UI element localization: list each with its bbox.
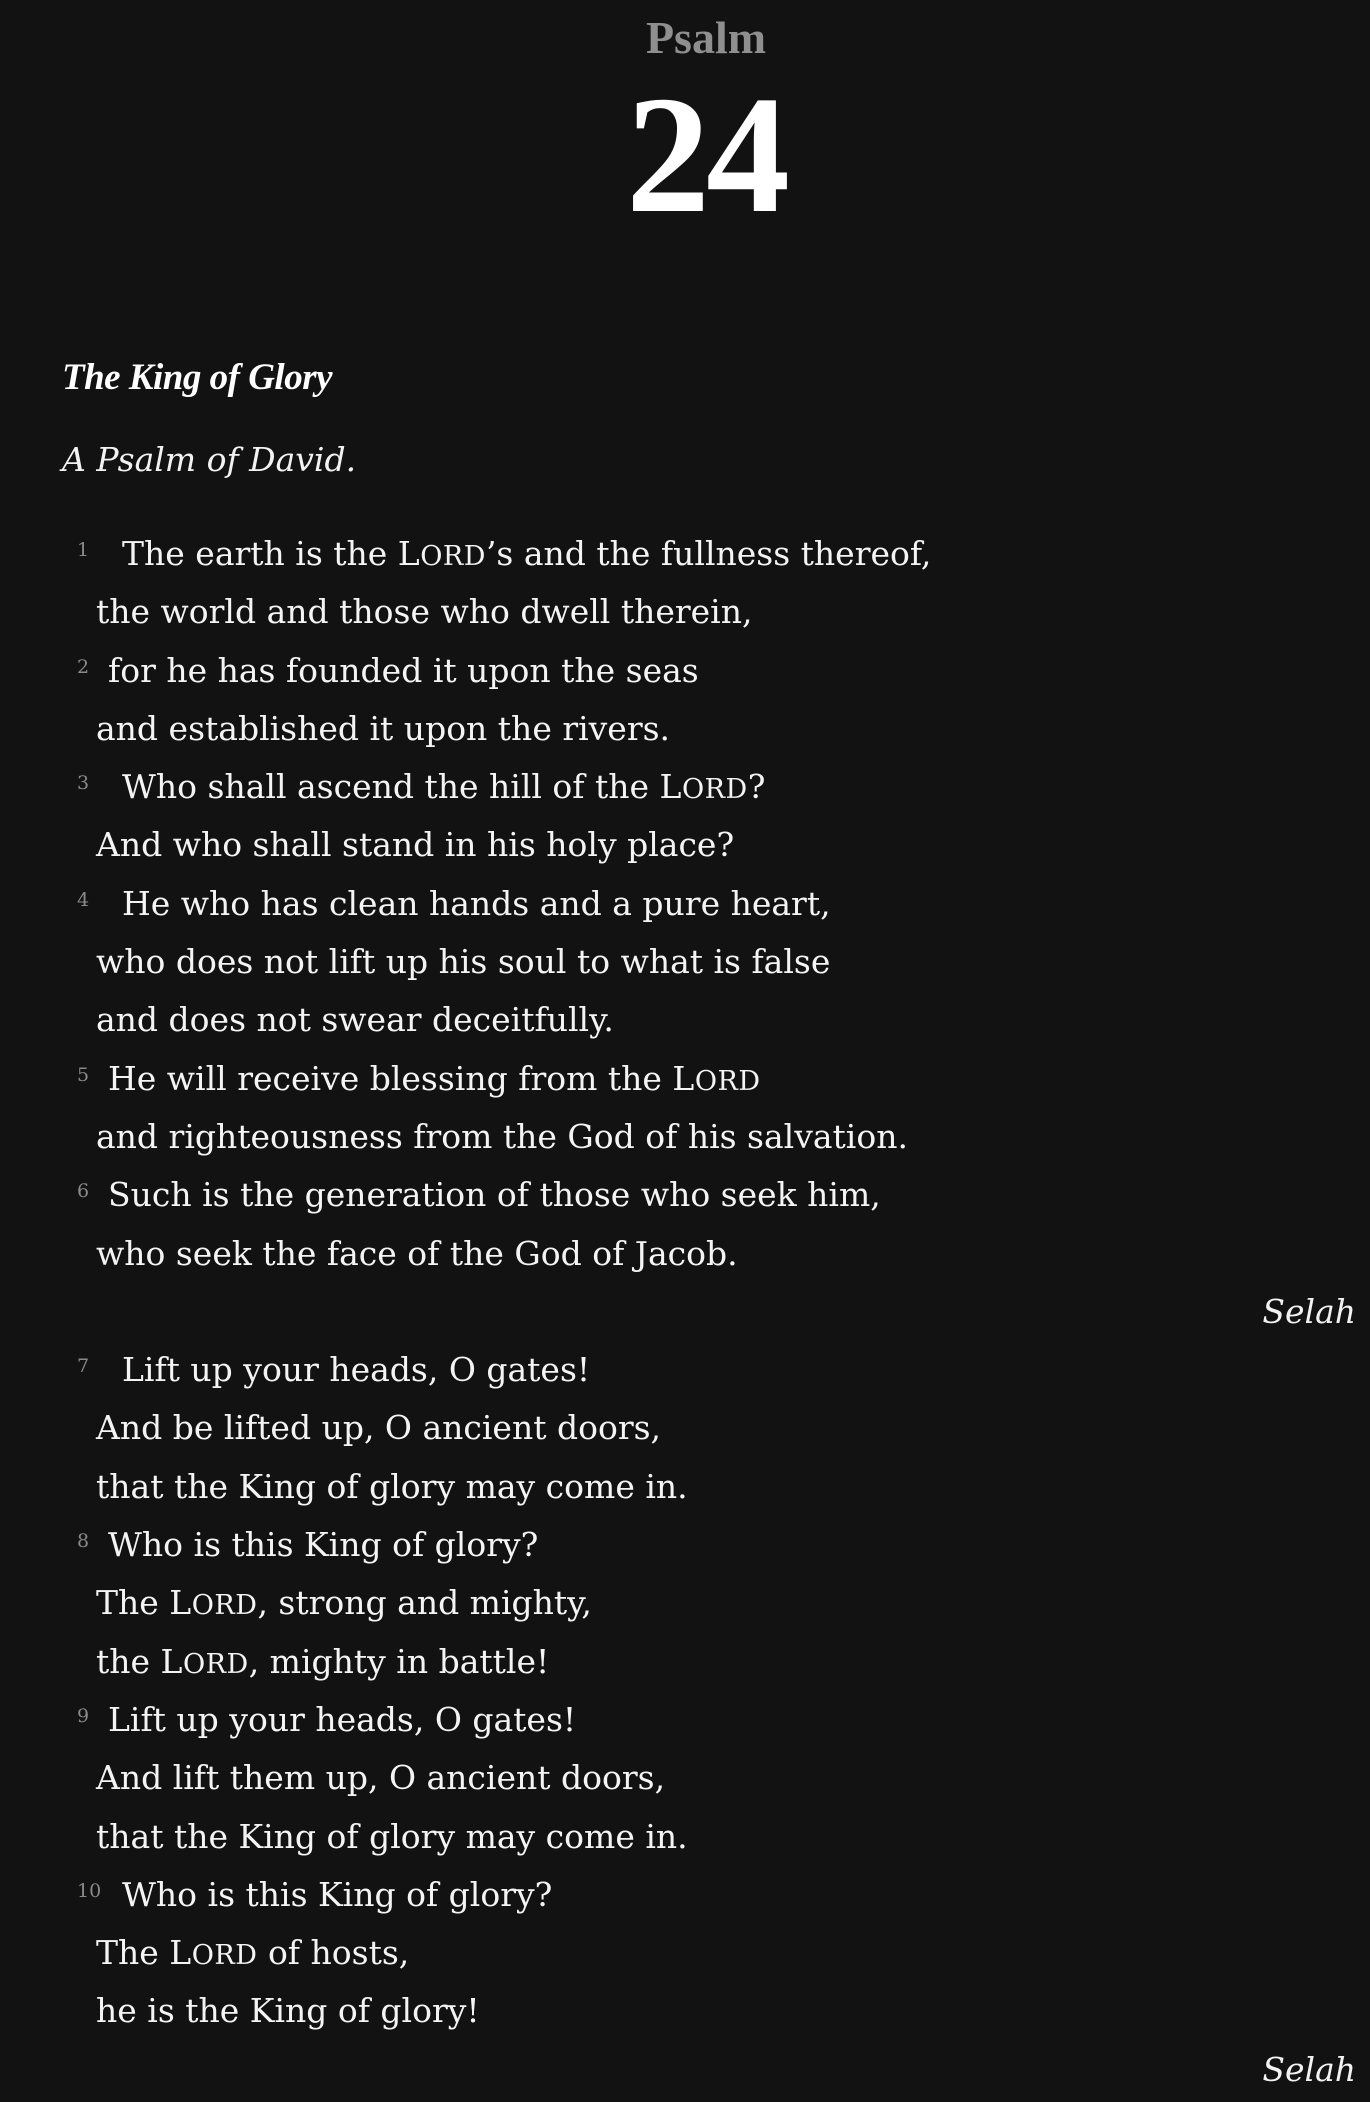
verse-text-fragment: He will receive blessing from the [108,1058,673,1098]
verse-line [0,1577,1370,1635]
verse-line-start [0,528,1370,586]
verse-text [96,1985,480,2037]
verse-text-fragment: Lift up your heads, O gates! [122,1350,591,1390]
psalm-text [0,528,1370,2102]
verse-text [96,819,734,871]
verse-text-fragment: that the King of glory may come in. [96,1466,688,1506]
verse-text-fragment: The earth is the [122,534,398,573]
verse-number: 9 [77,1704,90,1727]
verse-text-fragment: ’s and the fullness thereof, [485,534,932,573]
selah-text: Selah [1262,1291,1356,1331]
verse-line [0,936,1370,994]
superscription: A Psalm of David. [62,440,357,479]
verse-text [96,1927,409,1982]
verse-text-fragment: and established it upon the rivers. [96,708,671,748]
verse-line [0,819,1370,877]
verse-line [0,586,1370,644]
verse-text [96,1811,688,1863]
verse-number: 6 [77,1180,90,1203]
verse-text-fragment: he is the King of glory! [96,1991,480,2031]
verse-text-fragment: of hosts, [257,1933,410,1973]
verse-line-start [0,1519,1370,1577]
verse-text [96,1636,549,1691]
verse-number: 8 [77,1530,90,1553]
section-heading: The King of Glory [62,357,333,398]
divine-name-smallcaps: LORD [672,1058,761,1098]
divine-name-smallcaps: LORD [169,1583,258,1623]
verse-line-start [0,1169,1370,1227]
divine-name-smallcaps: LORD [397,534,486,573]
verse-text-fragment: , strong and mighty, [257,1583,592,1623]
verse-text-fragment: Who shall ascend the hill of the [122,767,660,807]
verse-text [96,1461,688,1513]
divine-name-smallcaps: LORD [160,1641,249,1681]
verse-line-start [0,1869,1370,1927]
verse-text-fragment: ? [747,767,766,807]
verse-line-start [0,1344,1370,1402]
verse-text-fragment: He who has clean hands and a pure heart, [122,883,831,923]
selah-marker [0,1286,1370,1344]
verse-text [96,1228,738,1280]
verse-number: 7 [77,1355,90,1378]
verse-number: 1 [77,539,90,561]
verse-line-start [0,878,1370,936]
verse-line [0,1985,1370,2043]
verse-text-fragment: that the King of glory may come in. [96,1816,688,1856]
verse-text-fragment: And who shall stand in his holy place? [96,825,735,865]
verse-line [0,1111,1370,1169]
verse-line-start [0,1053,1370,1111]
verse-text-fragment: Who is this King of glory? [122,1874,553,1914]
verse-text-fragment: who seek the face of the God of Jacob. [96,1233,738,1273]
verse-text [108,1169,881,1221]
verse-text-fragment: the [96,1641,161,1681]
verse-text [108,1519,538,1571]
verse-line [0,1228,1370,1286]
verse-text [96,936,830,988]
verse-text-fragment: The [96,1583,170,1623]
verse-number: 5 [77,1063,90,1086]
verse-text [122,528,931,583]
verse-text-fragment: and does not swear deceitfully. [96,1000,614,1040]
verse-text-fragment: who does not lift up his soul to what is false [96,942,831,982]
verse-line [0,1461,1370,1519]
book-label: Psalm [645,12,767,63]
verse-text-fragment: Who is this King of glory? [108,1525,539,1565]
verse-number: 2 [77,655,90,678]
verse-text [122,878,831,930]
verse-line [0,994,1370,1052]
verse-line [0,1636,1370,1694]
verse-text-fragment: Such is the generation of those who seek him, [108,1175,881,1215]
verse-text [96,1752,665,1804]
verse-number: 4 [77,888,90,911]
verse-text-fragment: , mighty in battle! [248,1641,550,1681]
verse-text-fragment: And lift them up, O ancient doors, [96,1758,666,1798]
verse-text-fragment: the world and those who dwell therein, [96,592,753,632]
verse-text [122,1344,590,1396]
verse-text [96,994,614,1046]
verse-text [96,1577,592,1632]
verse-line [0,1927,1370,1985]
verse-text-fragment: and righteousness from the God of his salvation. [96,1116,908,1156]
verse-line-start [0,645,1370,703]
divine-name-smallcaps: LORD [659,767,748,807]
verse-text [96,586,752,638]
verse-text [108,645,699,697]
selah-text: Selah [1262,2049,1356,2089]
verse-text [96,703,670,755]
verse-text-fragment: for he has founded it upon the seas [108,650,699,690]
verse-line [0,1752,1370,1810]
verse-line [0,1402,1370,1460]
divine-name-smallcaps: LORD [169,1933,258,1973]
verse-number: 3 [77,772,90,795]
verse-line [0,703,1370,761]
verse-text [122,761,765,816]
verse-line-start [0,761,1370,819]
verse-text [108,1053,761,1108]
verse-text [108,1694,576,1746]
selah-marker [0,2044,1370,2102]
verse-line [0,1811,1370,1869]
verse-text-fragment: Lift up your heads, O gates! [108,1699,577,1739]
chapter-number: 24 [626,62,786,248]
verse-text-fragment: And be lifted up, O ancient doors, [96,1408,662,1448]
verse-text [122,1869,552,1921]
verse-text [96,1402,661,1454]
verse-number: 10 [77,1879,102,1902]
verse-line-start [0,1694,1370,1752]
verse-text-fragment: The [96,1933,170,1973]
verse-text [96,1111,908,1163]
